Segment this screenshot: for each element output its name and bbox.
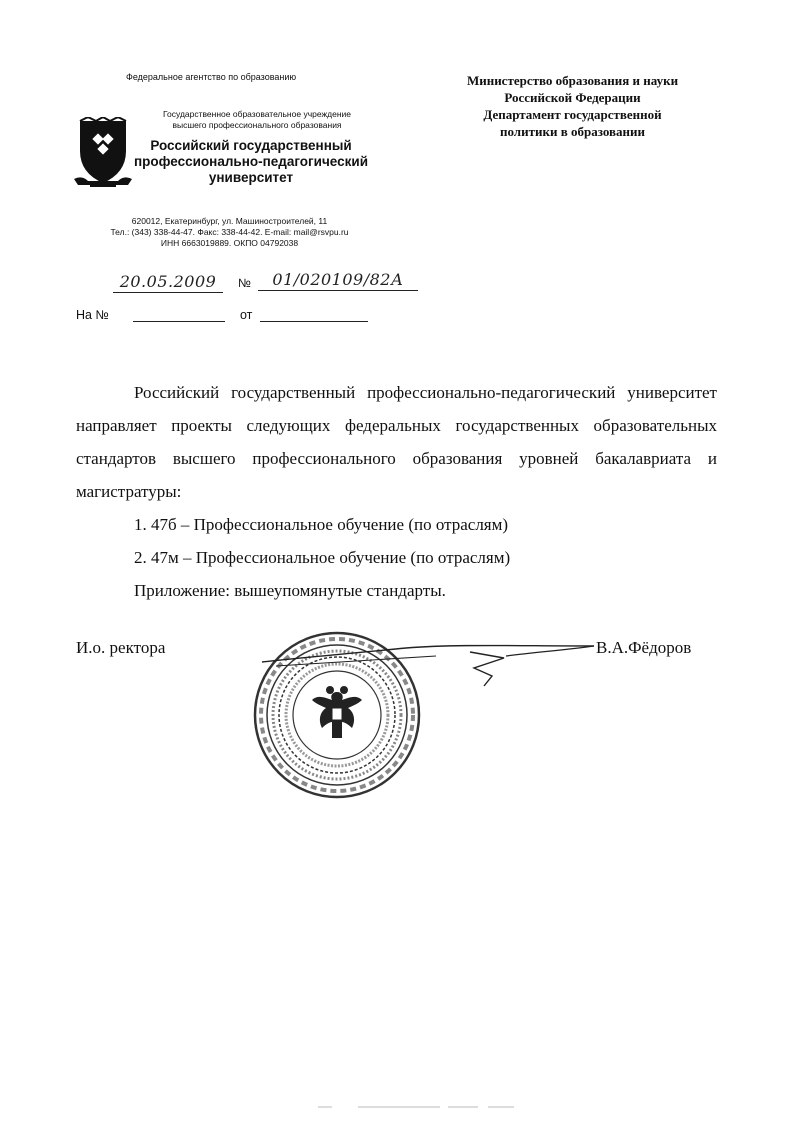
recipient-line: Министерство образования и науки [466,73,679,88]
codes-line: ИНН 6663019889. ОКПО 04792038 [160,238,299,248]
recipient-line: Департамент государственной [483,107,662,122]
reference-label: На № [76,308,109,322]
letter-body [76,376,717,607]
from-label: от [240,308,253,322]
letter-number: 01/020109/82А [258,270,418,291]
body-paragraph: Российский государственный профессионально-педагогический университет направляет проекты следующих федеральных государственных образовательных стандартов высшего профессионального образования уровней бакалавриата и магистратуры: [76,383,717,501]
institution-type-line: высшего профессионального образования [172,120,342,130]
signer-title: И.о. ректора [76,638,166,657]
contacts-line: Тел.: (343) 338-44-47. Факс: 338-44-42. E-mail: mail@rsvpu.ru [110,227,349,237]
agency-name: Федеральное агентство по образованию [126,72,297,82]
scan-artifact-marks [318,1104,518,1110]
recipient-line: политики в образовании [499,124,646,139]
reference-blank-line [133,321,225,322]
institution-type [152,109,362,131]
university-address [92,216,367,249]
recipient-line: Российской Федерации [504,90,641,105]
address-line: 620012, Екатеринбург, ул. Машиностроителей, 11 [131,216,328,226]
university-name-line: профессионально-педагогический [134,154,368,169]
number-label: № [238,276,251,290]
university-name [120,138,382,186]
from-blank-line [260,321,368,322]
signer-name: В.А.Фёдоров [596,638,692,657]
standard-item: 2. 47м – Профессиональное обучение (по отраслям) [134,548,511,567]
recipient-block [445,72,700,140]
university-name-line: университет [208,170,294,185]
institution-type-line: Государственное образовательное учреждение [162,109,352,119]
university-name-line: Российский государственный [150,138,352,153]
letter-date: 20.05.2009 [113,272,223,293]
signature-icon [256,636,596,694]
standard-item: 1. 47б – Профессиональное обучение (по отраслям) [134,515,509,534]
attachment-note: Приложение: вышеупомянутые стандарты. [134,581,446,600]
